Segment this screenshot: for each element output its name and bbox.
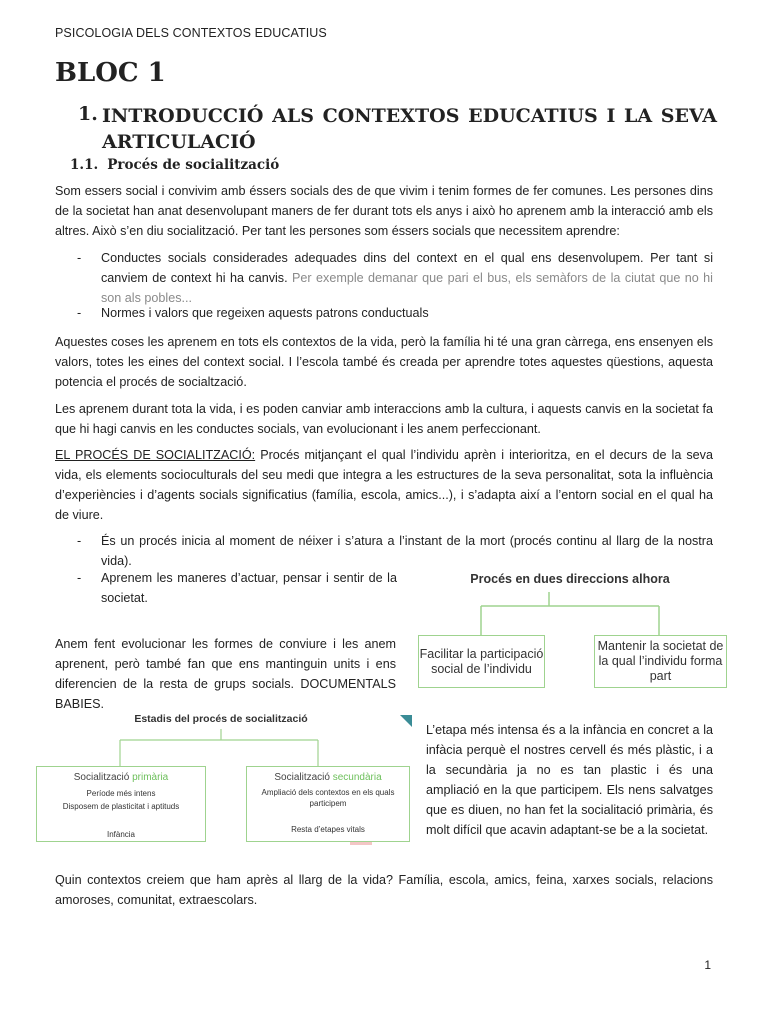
definition-term: EL PROCÉS DE SOCIALITZACIÓ: [55,448,256,462]
definition-text: Procés mitjançant el qual l’individu aprèn i interioritza, en el decurs de la seva vida, els elements socioculturals del seu medi que integra a les estructures de la seva personalitat, sota la influència d’experiències i d’agents socials significatius (família, escola, amics...), i s’adapta així a l’entorn social en el qual ha de viure. [55,448,713,522]
paragraph: Quin contextos creiem que ham après al llarg de la vida? Família, escola, amics, feina, xarxes socials, relacions amoroses, comunitat, extraescolars. [55,873,713,907]
box-heading-colored: secundària [332,772,382,783]
diagram1-box-right: Mantenir la societat de la qual l’individu forma part [594,635,727,688]
list-dash: - [77,306,82,320]
diagram2-box-secondary [246,766,410,842]
heading-2-number: 1.1. [70,157,99,173]
diagram1-title: Procés en dues direccions alhora [470,572,670,586]
box-line: Disposem de plasticitat i aptituds [62,802,180,811]
list-item-text: Aprenem les maneres d’actuar, pensar i sentir de la societat. [101,571,397,605]
paragraph: Anem fent evolucionar les formes de conviure i les anem aprenent, però també fan que ens mantinguin units i ens diferencien de la resta de grups socials. DOCUMENTALS BABIES. [55,637,396,711]
box-line: Període més intens [86,789,156,798]
list-dash: - [77,251,82,265]
diagram2-title: Estadis del procés de socialització [134,713,308,725]
corner-mark-icon [350,842,372,845]
list-dash: - [77,571,82,585]
paragraph: Aquestes coses les aprenem en tots els contextos de la vida, però la família hi té una gran càrrega, ens ensenyen els valors, totes les eines del context social. I l’escola també és creada per aprendre totes aquestes qüestions, aquesta potencia el procés de socialtzació. [55,335,713,389]
list-dash: - [77,534,82,548]
box-line: Ampliació dels contextos en els quals participem [261,788,395,808]
list-item-text: Normes i valors que regeixen aquests patrons conductuals [101,306,429,320]
page-number: 1 [704,958,711,972]
diagram1-box-left: Facilitar la participació social de l’individu [418,635,545,688]
box-heading-text: Socialització [274,772,333,783]
heading-1-number: 1. [78,103,98,125]
paragraph-intro: Som essers social i convivim amb éssers socials des de que vivim i tenim formes de fer comunes. Les persones dins de la societat han anat desenvolupant maners de fer durant tots els anys i això ho aprenem amb la interacció amb els altres. Això s’en diu socialització. Per tant les persones som éssers socials que necessitem aprendre: [55,184,713,238]
heading-1: INTRODUCCIÓ ALS CONTEXTOS EDUCATIUS I LA SEVA ARTICULACIÓ [102,105,717,153]
list-item-text: És un procés inicia al moment de néixer i s’atura a l’instant de la mort (procés continu al llarg de la nostra vida). [101,534,713,568]
paragraph: Les aprenem durant tota la vida, i es poden canviar amb interaccions amb la cultura, i aquests canvis en la societat fa que hi hagi canvis en les conductes socials, van evolucionant i les anem perfeccionant. [55,402,713,436]
box-heading-text: Socialització [73,772,133,783]
paragraph: L’etapa més intensa és a la infància en concret a la infàcia perquè el nostres cervell és més plàstic, i a la secundària ja no es tan plastic i és una ampliació en la que participem. Els nens salvatges que es diuen, no han fet la socialitació primària, és molt difícil que acavin adaptant-se be a la societat. [426,723,713,837]
box-heading [37,771,205,784]
box-heading-colored: primària [132,772,169,783]
box-heading [247,771,409,784]
heading-2-text: Procés de socialització [107,157,280,173]
list-item-example: Per exemple demanar que pari el bus, els semàfors de la ciutat que no hi son als pobles... [101,271,713,305]
list-item-main: Conductes socials considerades adequades dins del context en el qual ens desenvolupem. Per tant si canviem de context hi ha canvis. [101,251,713,285]
bloc-title: BLOC 1 [55,58,166,88]
box-line: Infància [106,830,136,839]
diagram2-box-primary [36,766,206,842]
running-header: PSICOLOGIA DELS CONTEXTOS EDUCATIUS [55,26,327,40]
box-line: Resta d’etapes vitals [291,825,365,834]
